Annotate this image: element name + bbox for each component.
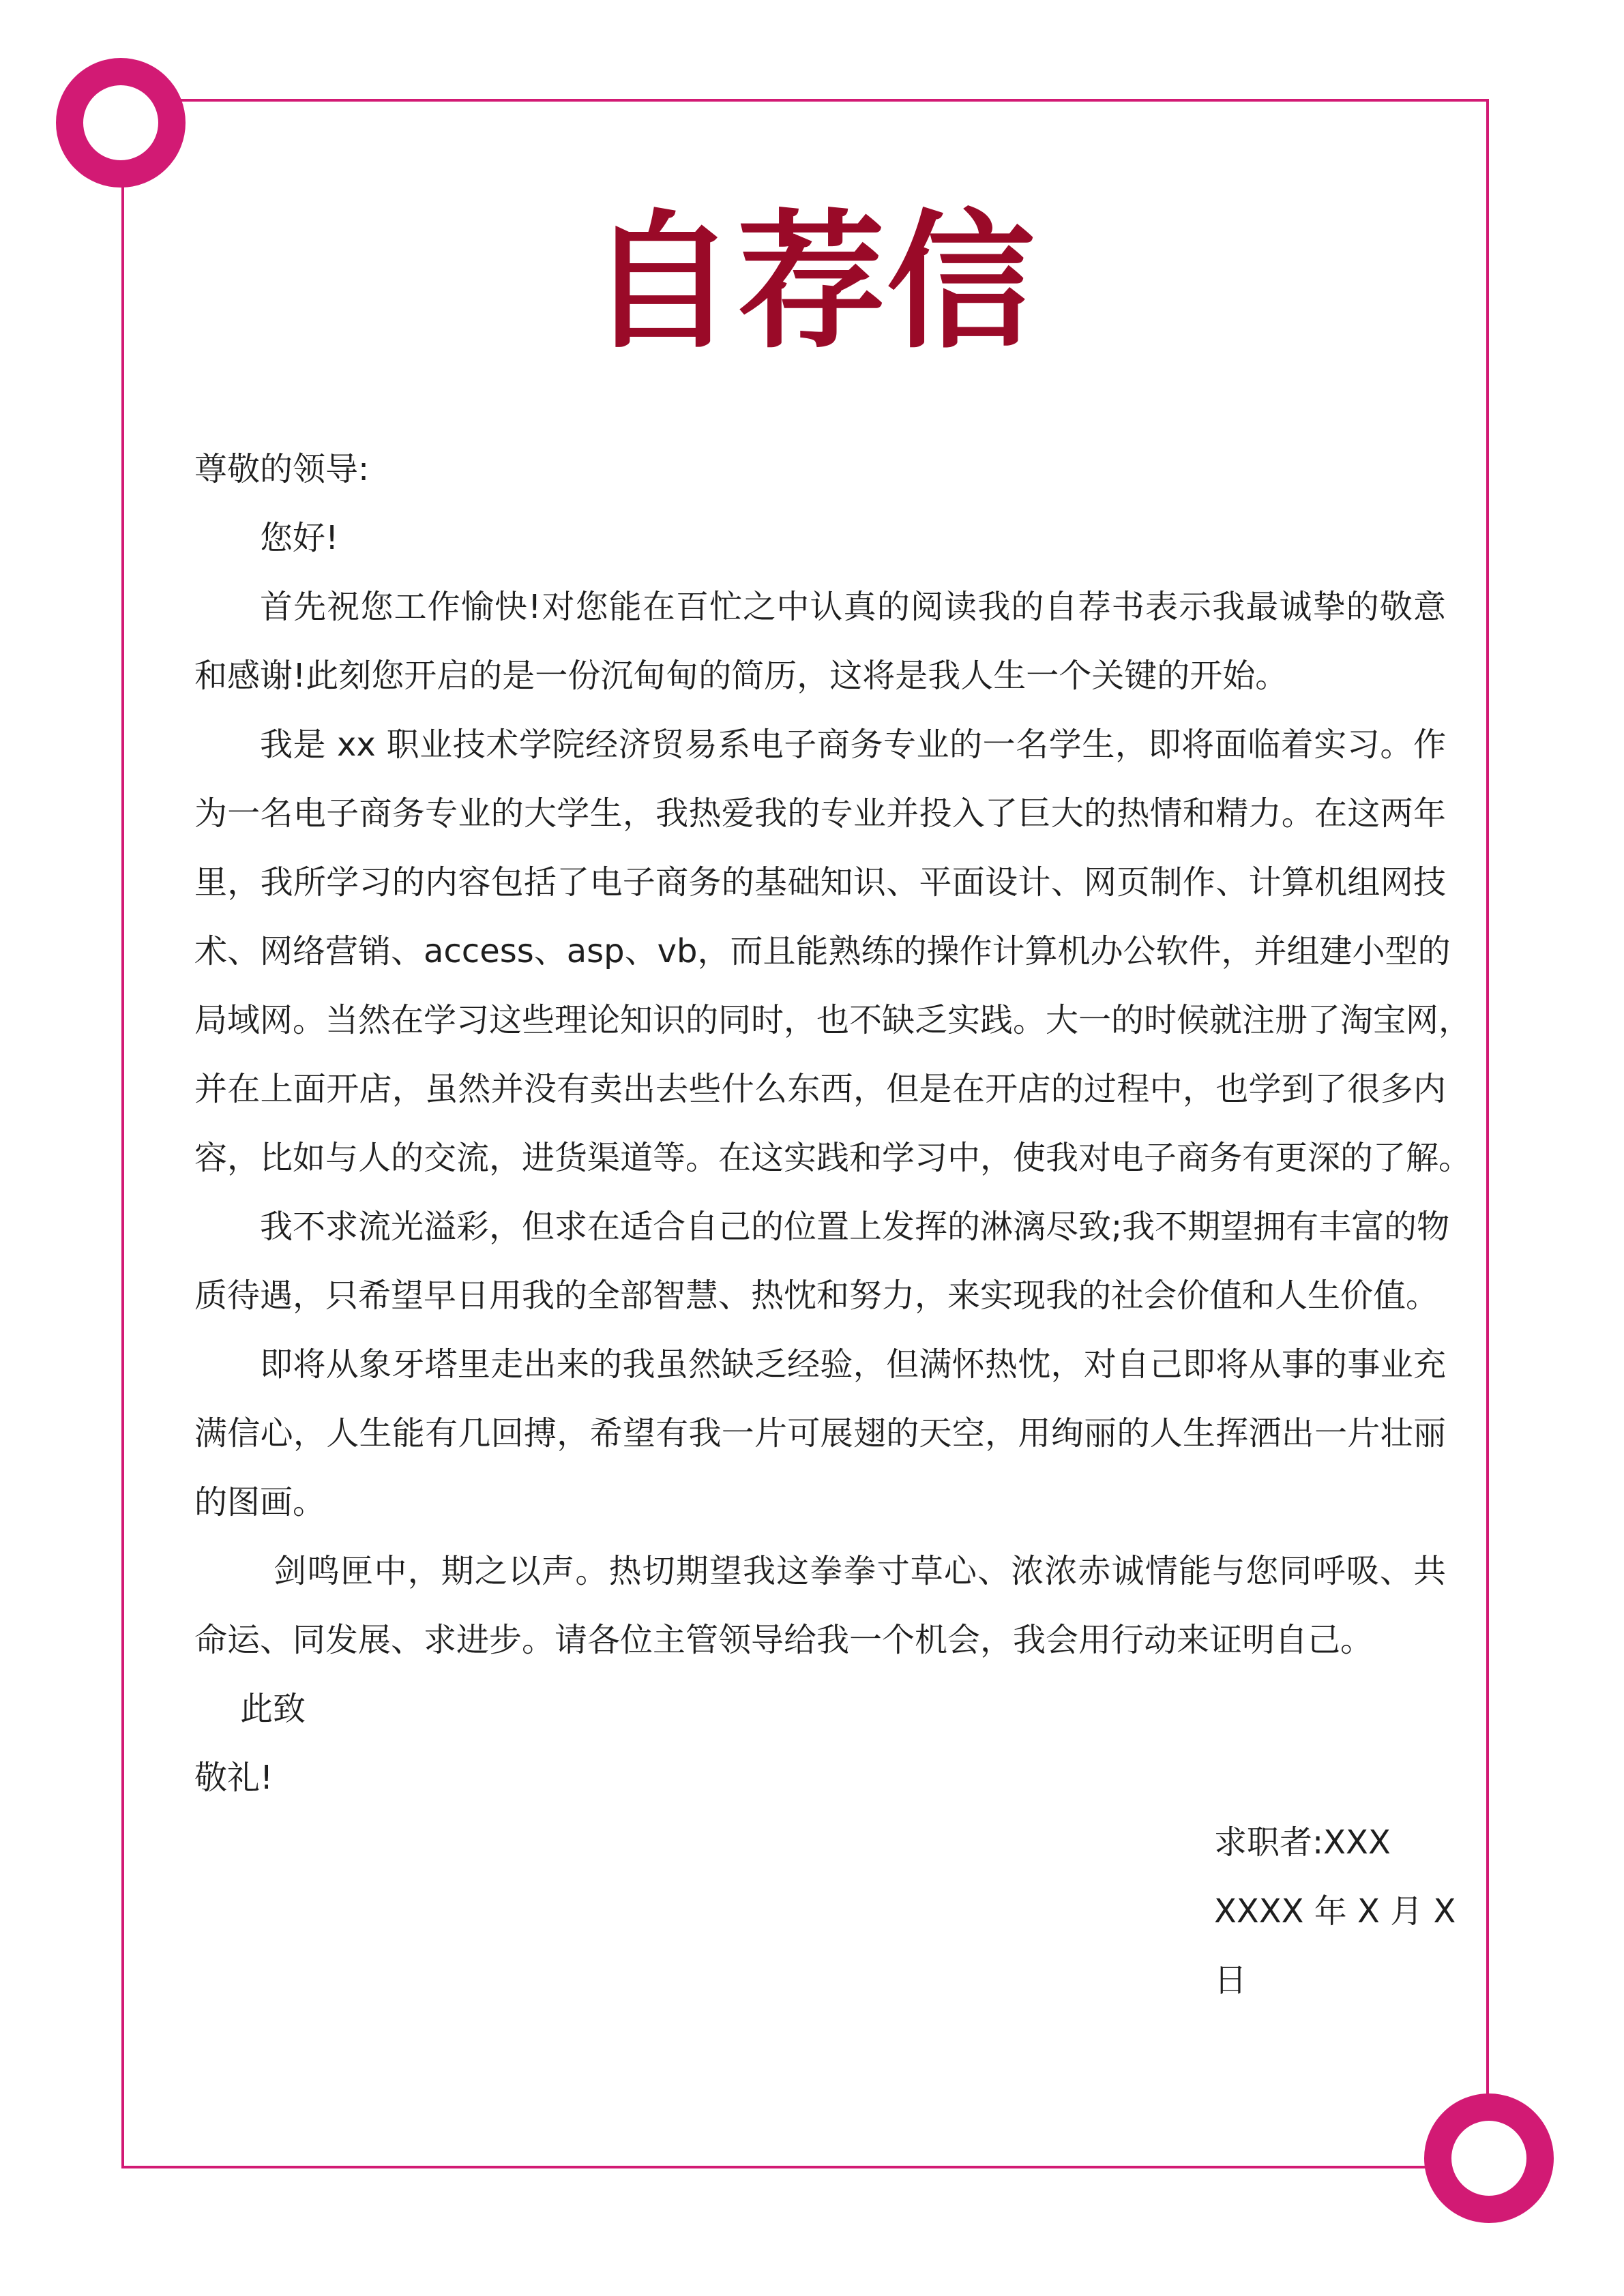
paragraph-line: 并在上面开店，虽然并没有卖出去些什么东西，但是在开店的过程中，也学到了很多内 xyxy=(194,1070,1446,1108)
paragraph-line: 质待遇，只希望早日用我的全部智慧、热忱和努力，来实现我的社会价值和人生价值。 xyxy=(194,1277,1439,1315)
paragraph-line: 剑鸣匣中，期之以声。热切期望我这拳拳寸草心、浓浓赤诚情能与您同呼吸、共 xyxy=(274,1552,1446,1590)
salutation: 尊敬的领导: xyxy=(194,450,370,488)
paragraph-line: 我是 xx 职业技术学院经济贸易系电子商务专业的一名学生，即将面临着实习。作 xyxy=(260,726,1446,764)
signature-block xyxy=(1214,1808,1456,2015)
closing-salute: 敬礼! xyxy=(194,1759,274,1797)
paragraph-line: 的图画。 xyxy=(194,1483,326,1521)
paragraph-line: 为一名电子商务专业的大学生，我热爱我的专业并投入了巨大的热情和精力。在这两年 xyxy=(194,794,1446,833)
signature-date-line-1: XXXX 年 X 月 X xyxy=(1214,1892,1456,1930)
letter-body xyxy=(194,435,1472,1813)
paragraph-line: 即将从象牙塔里走出来的我虽然缺乏经验，但满怀热忱，对自己即将从事的事业充 xyxy=(260,1345,1446,1384)
paragraph-line: 局域网。当然在学习这些理论知识的同时，也不缺乏实践。大一的时候就注册了淘宝网， xyxy=(194,1001,1472,1039)
paragraph-line: 我不求流光溢彩，但求在适合自己的位置上发挥的淋漓尽致;我不期望拥有丰富的物 xyxy=(260,1208,1450,1246)
paragraph-line: 里，我所学习的内容包括了电子商务的基础知识、平面设计、网页制作、计算机组网技 xyxy=(194,863,1446,901)
bottom-right-ring-decoration xyxy=(1424,2093,1554,2223)
paragraph-line: 满信心，人生能有几回搏，希望有我一片可展翅的天空，用绚丽的人生挥洒出一片壮丽 xyxy=(194,1414,1446,1452)
signature-date-line-2: 日 xyxy=(1214,1961,1247,1999)
paragraph-line: 首先祝您工作愉快!对您能在百忙之中认真的阅读我的自荐书表示我最诚挚的敬意 xyxy=(260,588,1446,626)
closing-respect: 此致 xyxy=(240,1690,306,1728)
greeting: 您好! xyxy=(260,519,339,557)
paragraph-line: 和感谢!此刻您开启的是一份沉甸甸的简历，这将是我人生一个关键的开始。 xyxy=(194,657,1288,695)
paragraph-line: 容，比如与人的交流，进货渠道等。在这实践和学习中，使我对电子商务有更深的了解。 xyxy=(194,1139,1472,1177)
document-title: 自荐信 xyxy=(587,197,1036,369)
paragraph-line: 术、网络营销、access、asp、vb，而且能熟练的操作计算机办公软件，并组建小型的 xyxy=(194,932,1451,970)
top-left-ring-decoration xyxy=(56,58,186,188)
paragraph-line: 命运、同发展、求进步。请各位主管领导给我一个机会，我会用行动来证明自己。 xyxy=(194,1621,1374,1659)
signature-name: 求职者:XXX xyxy=(1214,1823,1391,1862)
